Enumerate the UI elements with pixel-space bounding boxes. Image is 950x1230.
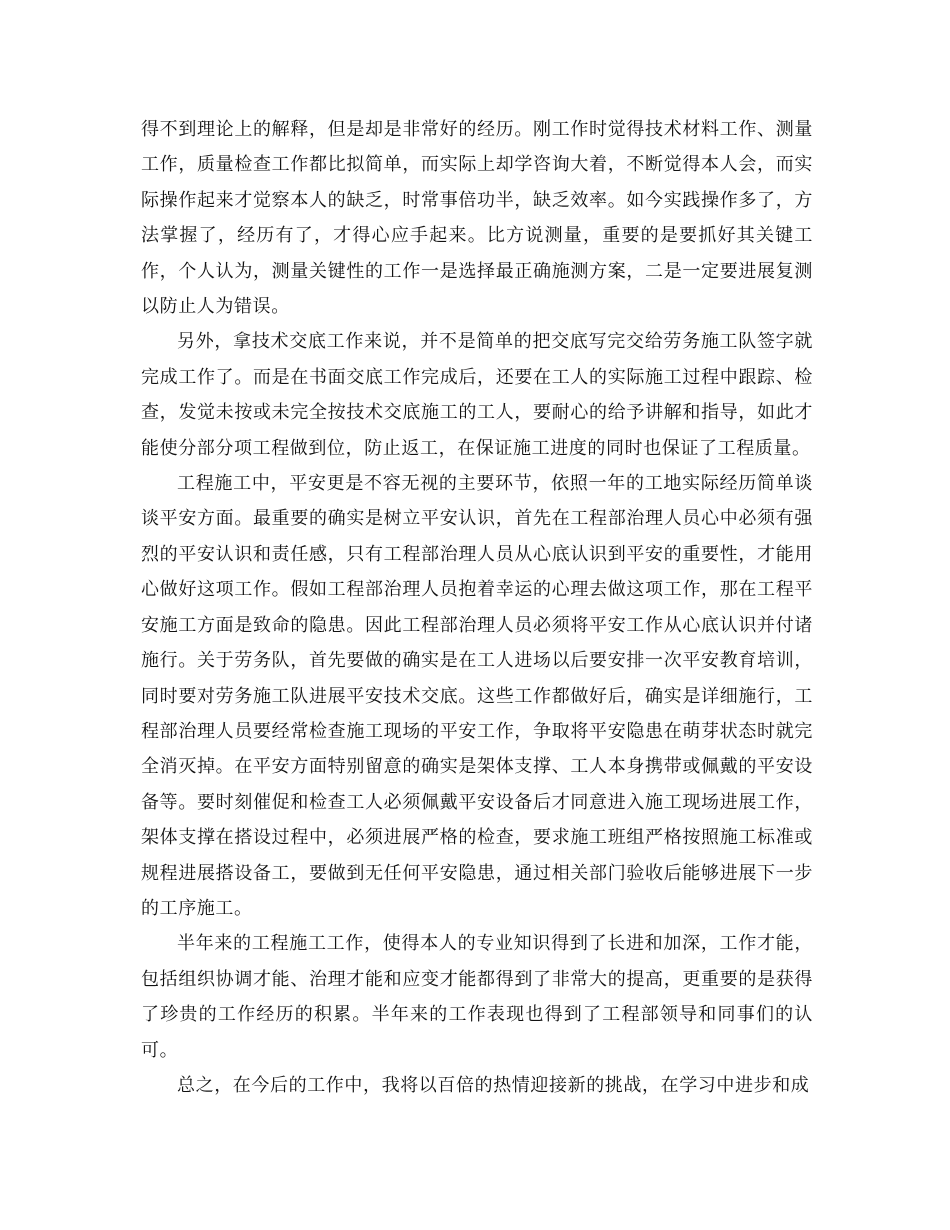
document-body [141,112,813,1103]
paragraph-3: 工程施工中，平安更是不容无视的主要环节，依照一年的工地实际经历简单谈谈平安方面。最重要的确实是树立平安认识，首先在工程部治理人员心中必须有强烈的平安认识和责任感，只有工程部治理人员从心底认识到平安的重要性，才能用心做好这项工作。假如工程部治理人员抱着幸运的心理去做这项工作，那在工程平安施工方面是致命的隐患。因此工程部治理人员必须将平安工作从心底认识并付诸施行。关于劳务队，首先要做的确实是在工人进场以后要安排一次平安教育培训，同时要对劳务施工队进展平安技术交底。这些工作都做好后，确实是详细施行，工程部治理人员要经常检查施工现场的平安工作，争取将平安隐患在萌芽状态时就完全消灭掉。在平安方面特别留意的确实是架体支撑、工人本身携带或佩戴的平安设备等。要时刻催促和检查工人必须佩戴平安设备后才同意进入施工现场进展工作，架体支撑在搭设过程中，必须进展严格的检查，要求施工班组严格按照施工标准或规程进展搭设备工，要做到无任何平安隐患，通过相关部门验收后能够进展下一步的工序施工。 [141,473,813,919]
paragraph-1: 得不到理论上的解释，但是却是非常好的经历。刚工作时觉得技术材料工作、测量工作，质量检查工作都比拟简单，而实际上却学咨询大着，不断觉得本人会，而实际操作起来才觉察本人的缺乏，时常事倍功半，缺乏效率。如今实践操作多了，方法掌握了，经历有了，才得心应手起来。比方说测量，重要的是要抓好其关键工作，个人认为，测量关键性的工作一是选择最正确施测方案，二是一定要进展复测以防止人为错误。 [141,119,813,318]
paragraph-5: 总之，在今后的工作中，我将以百倍的热情迎接新的挑战，在学习中进步和成 [177,1074,810,1096]
paragraph-4: 半年来的工程施工工作，使得本人的专业知识得到了长进和加深，工作才能，包括组织协调才能、治理才能和应变才能都得到了非常大的提高，更重要的是获得了珍贵的工作经历的积累。半年来的工作表现也得到了工程部领导和同事们的认可。 [141,933,813,1061]
paragraph-2: 另外，拿技术交底工作来说，并不是简单的把交底写完交给劳务施工队签字就完成工作了。而是在书面交底工作完成后，还要在工人的实际施工过程中跟踪、检查，发觉未按或未完全按技术交底施工的工人，要耐心的给予讲解和指导，如此才能使分部分项工程做到位，防止返工，在保证施工进度的同时也保证了工程质量。 [141,331,813,459]
